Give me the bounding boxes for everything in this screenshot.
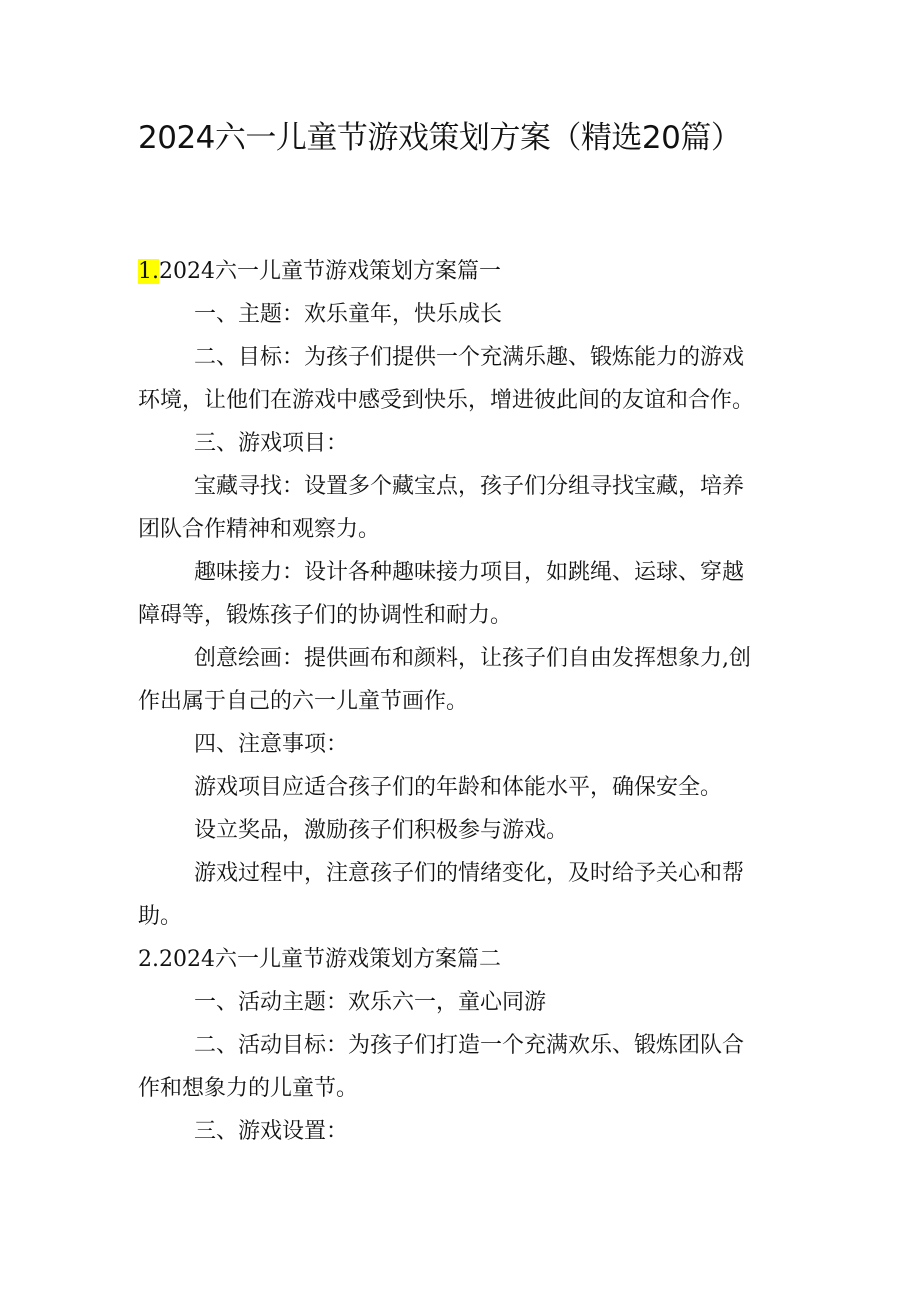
paragraph-line: 创意绘画：提供画布和颜料，让孩子们自由发挥想象力,创 — [194, 646, 751, 671]
paragraph-line: 游戏过程中，注意孩子们的情绪变化，及时给予关心和帮 — [194, 861, 745, 886]
paragraph-line: 三、游戏项目： — [194, 431, 349, 456]
document-body — [138, 250, 778, 1153]
paragraph-line: 游戏项目应适合孩子们的年龄和体能水平，确保安全。 — [194, 775, 723, 800]
paragraph-line: 障碍等，锻炼孩子们的协调性和耐力。 — [138, 603, 513, 628]
document-title: 2024六一儿童节游戏策划方案（精选20篇） — [138, 120, 742, 156]
paragraph-line: 二、活动目标：为孩子们打造一个充满欢乐、锻炼团队合 — [194, 1033, 745, 1058]
highlighted-number: 1. — [138, 259, 159, 284]
section-heading-text: 2024六一儿童节游戏策划方案篇一 — [159, 259, 501, 284]
paragraph-line: 一、主题：欢乐童年，快乐成长 — [194, 302, 503, 327]
paragraph-line: 作出属于自己的六一儿童节画作。 — [138, 689, 469, 714]
section-heading-2: 2.2024六一儿童节游戏策划方案篇二 — [138, 947, 501, 972]
paragraph-line: 环境，让他们在游戏中感受到快乐，增进彼此间的友谊和合作。 — [138, 388, 755, 413]
paragraph-line: 四、注意事项： — [194, 732, 349, 757]
paragraph-line: 作和想象力的儿童节。 — [138, 1076, 359, 1101]
paragraph-line: 团队合作精神和观察力。 — [138, 517, 381, 542]
paragraph-line: 三、游戏设置： — [194, 1119, 349, 1144]
paragraph-line: 趣味接力：设计各种趣味接力项目，如跳绳、运球、穿越 — [194, 560, 745, 585]
paragraph-line: 设立奖品，激励孩子们积极参与游戏。 — [194, 818, 569, 843]
paragraph-line: 二、目标：为孩子们提供一个充满乐趣、锻炼能力的游戏 — [194, 345, 745, 370]
paragraph-line: 宝藏寻找：设置多个藏宝点，孩子们分组寻找宝藏，培养 — [194, 474, 745, 499]
paragraph-line: 助。 — [138, 904, 183, 929]
paragraph-line: 一、活动主题：欢乐六一，童心同游 — [194, 990, 547, 1015]
section-heading-1 — [138, 250, 778, 293]
